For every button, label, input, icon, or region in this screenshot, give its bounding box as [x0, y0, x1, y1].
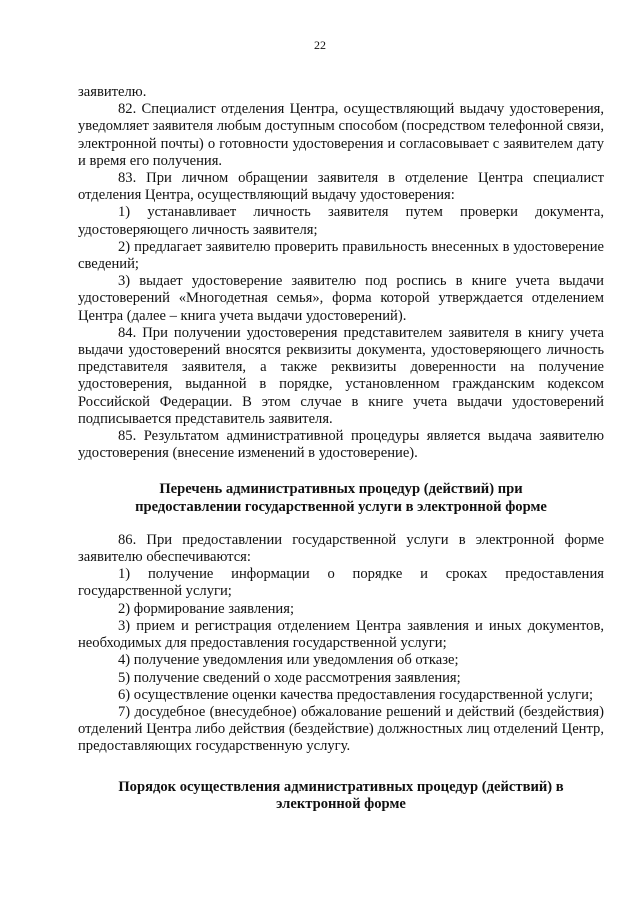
paragraph-83: 83. При личном обращении заявителя в отделение Центра специалист отделения Центра, осуществляющий выдачу удостоверения:	[78, 170, 604, 204]
heading-line-1: Порядок осуществления административных процедур (действий) в	[118, 778, 564, 795]
paragraph-86-item-3: 3) прием и регистрация отделением Центра заявления и иных документов, необходимых для предоставления государственной услуги;	[78, 617, 604, 652]
paragraph-86-item-1: 1) получение информации о порядке и сроках предоставления государственной услуги;	[78, 566, 604, 600]
paragraph-83-item-3: 3) выдает удостоверение заявителю под роспись в книге учета выдачи удостоверений «Многодетная семья», форма которой утверждается отделением Центра (далее – книга учета выдачи удостоверений).	[78, 273, 604, 324]
section-heading-electronic-procedures	[78, 481, 604, 515]
page-number: 22	[314, 38, 326, 52]
paragraph-86-item-6: 6) осуществление оценки качества предоставления государственной услуги;	[118, 686, 594, 703]
paragraph-83-item-1: 1) устанавливает личность заявителя путем проверки документа, удостоверяющего личность заявителя;	[78, 204, 604, 238]
paragraph-continuation: заявителю.	[78, 84, 147, 100]
paragraph-86: 86. При предоставлении государственной услуги в электронной форме заявителю обеспечиваются:	[78, 531, 604, 566]
document-body	[78, 84, 604, 813]
paragraph-86-item-4: 4) получение уведомления или уведомления об отказе;	[118, 652, 459, 669]
heading-line-1: Перечень административных процедур (действий) при	[159, 481, 523, 498]
heading-line-2: электронной форме	[276, 795, 406, 812]
heading-line-2: предоставлении государственной услуги в электронной форме	[135, 498, 547, 515]
paragraph-86-item-5: 5) получение сведений о ходе рассмотрения заявления;	[118, 669, 461, 686]
paragraph-84: 84. При получении удостоверения представителем заявителя в книгу учета выдачи удостоверений вносятся реквизиты документа, удостоверяющего личность представителя заявителя, а также реквизиты доверенности на получение удостоверения, выданной в порядке, установленном гражданским кодексом Российской Федерации. В этом случае в книге учета выдачи удостоверений подписывается представитель заявителя.	[78, 324, 604, 427]
paragraph-86-item-2: 2) формирование заявления;	[118, 600, 294, 617]
paragraph-82: 82. Специалист отделения Центра, осуществляющий выдачу удостоверения, уведомляет заявителя любым доступным способом (посредством телефонной связи, электронной почты) о готовности удостоверения и согласовывает с заявителем дату и время его получения.	[78, 101, 604, 169]
section-heading-electronic-order	[78, 779, 604, 813]
paragraph-86-item-7: 7) досудебное (внесудебное) обжалование решений и действий (бездействия) отделений Центра либо действия (бездействие) должностных лиц отделений Центр, предоставляющих государственную услугу.	[78, 703, 604, 755]
paragraph-85: 85. Результатом административной процедуры является выдача заявителю удостоверения (внесение изменений в удостоверение).	[78, 428, 604, 462]
paragraph-83-item-2: 2) предлагает заявителю проверить правильность внесенных в удостоверение сведений;	[78, 238, 604, 273]
